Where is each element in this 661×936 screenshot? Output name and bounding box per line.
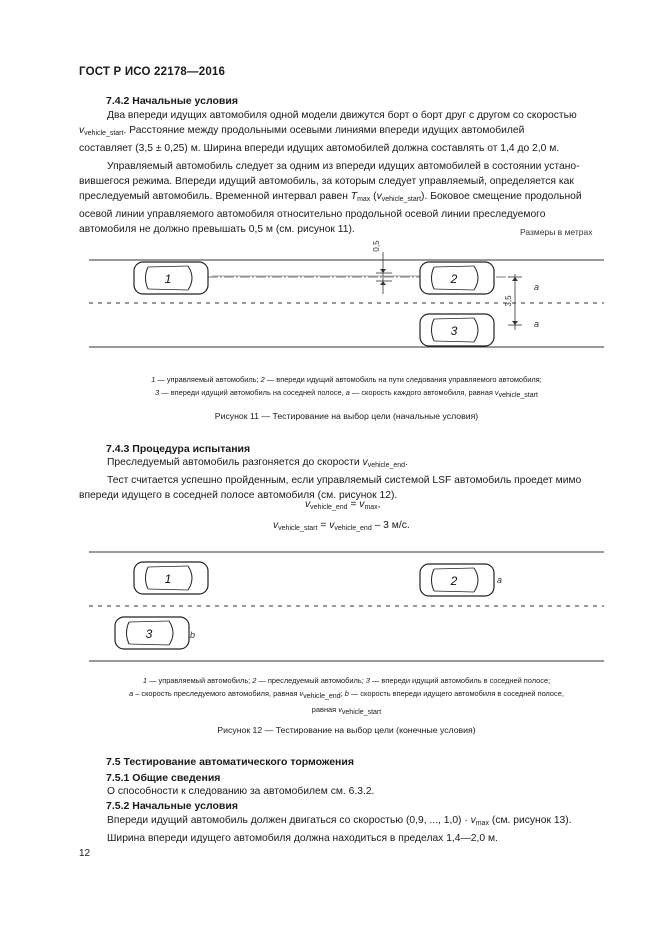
svg-text:3: 3 [145,627,153,641]
para-1-line-2: $v_{vehicle\_start}$. Расстояние между продольными осевыми линиями впереди идущих автомобилей [79,125,525,138]
car-2 [420,564,494,596]
figure-12-legend [79,674,614,719]
section-7-5-heading: 7.5 Тестирование автоматического торможения [106,756,354,768]
para-1: Преследуемый автомобиль разгоняется до скорости $v_{vehicle\_end}$. [107,457,408,469]
svg-text:3: 3 [450,324,458,338]
equation-2: $v_{vehicle\_start} = v_{vehicle\_end} - 3$ м/с. [273,520,410,532]
speed-label-a1: a [534,282,540,292]
figure-11-legend [79,373,614,402]
para-line-1: Впереди идущий автомобиль должен двигаться со скоростью (0,9, ..., $1,0) \cdot v_{max}$ (см. рисунок 13). [107,815,572,827]
speed-label-a2: a [534,319,540,329]
section-7-4-2-heading: 7.4.2 Начальные условия [106,95,238,107]
legend-line-2: 3 — впереди идущий автомобиль на соседней полосе, a — скорость каждого автомобиля, равная vvehicle_start [155,388,538,399]
speed-label-a: a [497,575,503,585]
para-2-line-5: автомобиля не должно превышать 0,5 м (см. рисунок 11). [79,224,355,236]
dim-side-arrow-bottom [512,321,518,325]
section-7-4-3-heading: 7.4.3 Процедура испытания [106,443,251,455]
para-2-line-1: Тест считается успешно пройденным, если управляемый системой LSF автомобиль проедет мимо [107,475,582,487]
equation-1: $v_{vehicle\_end} = v_{max}$, [305,499,381,511]
car-1 [134,562,208,594]
car-2 [420,262,494,294]
figure-11-diagram [0,222,661,362]
legend-line-1: 1 — управляемый автомобиль; 2 — впереди идущий автомобиль на пути следования управляемого автомобиля; [151,375,542,384]
car-1 [134,262,208,294]
para-1-line-3: составляет (3,5 ± 0,25) м. Ширина впереди идущих автомобилей должна составлять от 1,4 до 2,0 м. [79,143,560,155]
speed-label-b: b [190,630,196,640]
section-7-4-3-body [79,455,614,504]
para-2-line-2: впереди идущего в соседней полосе автомобиля (см. рисунок 12). [79,490,398,502]
figure-12-caption: Рисунок 12 — Тестирование на выбор цели (конечные условия) [217,725,476,735]
section-7-5-1-body: О способности к следованию за автомобилем см. 6.3.2. [107,786,375,797]
section-7-4-2-body [79,108,614,238]
legend-line-3: равная vvehicle_start [311,705,382,716]
svg-text:2: 2 [450,574,458,588]
dim-label-top: 0,5 [372,240,381,252]
dim-label-side: 3,5 [504,295,513,307]
document-header: ГОСТ Р ИСО 22178—2016 [79,66,226,78]
dim-arrow-bottom [380,281,386,285]
svg-text:2: 2 [450,272,458,286]
figure-11-caption: Рисунок 11 — Тестирование на выбор цели (начальные условия) [214,411,479,421]
para-1-line-1: Два впереди идущих автомобиля одной модели движутся борт о борт друг с другом со скоростью [107,110,577,121]
section-7-5-1-heading: 7.5.1 Общие сведения [106,772,221,784]
para-line-2: Ширина впереди идущего автомобиля должна находиться в пределах 1,4—2,0 м. [107,833,498,845]
svg-text:1: 1 [164,272,172,286]
units-note: Размеры в метрах [520,227,593,237]
figure-12-diagram [0,545,661,665]
para-2-line-2: вившегося режима. Впереди идущий автомобиль, за которым следует управляемый, определяется как [79,175,574,187]
page-number: 12 [79,848,91,859]
section-7-5-2-body [107,813,614,846]
section-7-5-2-heading: 7.5.2 Начальные условия [106,800,238,812]
dim-side-arrow-top [512,277,518,281]
legend-line-2: a – скорость преследуемого автомобиля, равная vvehicle_end; b — скорость впереди идущего автомобиля в соседней полосе, [129,689,564,700]
svg-text:1: 1 [164,572,172,586]
para-2-line-1: Управляемый автомобиль следует за одним из впереди идущих автомобилей в состоянии устано- [107,160,580,172]
legend-line-1: 1 — управляемый автомобиль; 2 — преследуемый автомобиль; 3 — впереди идущий автомобиль в соседней полосе; [142,676,551,685]
para-2-line-3: преследуемый автомобиль. Временной интервал равен $T_{max}$ $(v_{vehicle\_start})$. Боковое смещение продольной [79,191,582,204]
car-3 [420,314,494,346]
car-3 [115,617,189,649]
para-2-line-4: осевой линии управляемого автомобиля относительно продольной осевой линии преследуемого [79,209,546,221]
dim-arrow-top [380,269,386,273]
